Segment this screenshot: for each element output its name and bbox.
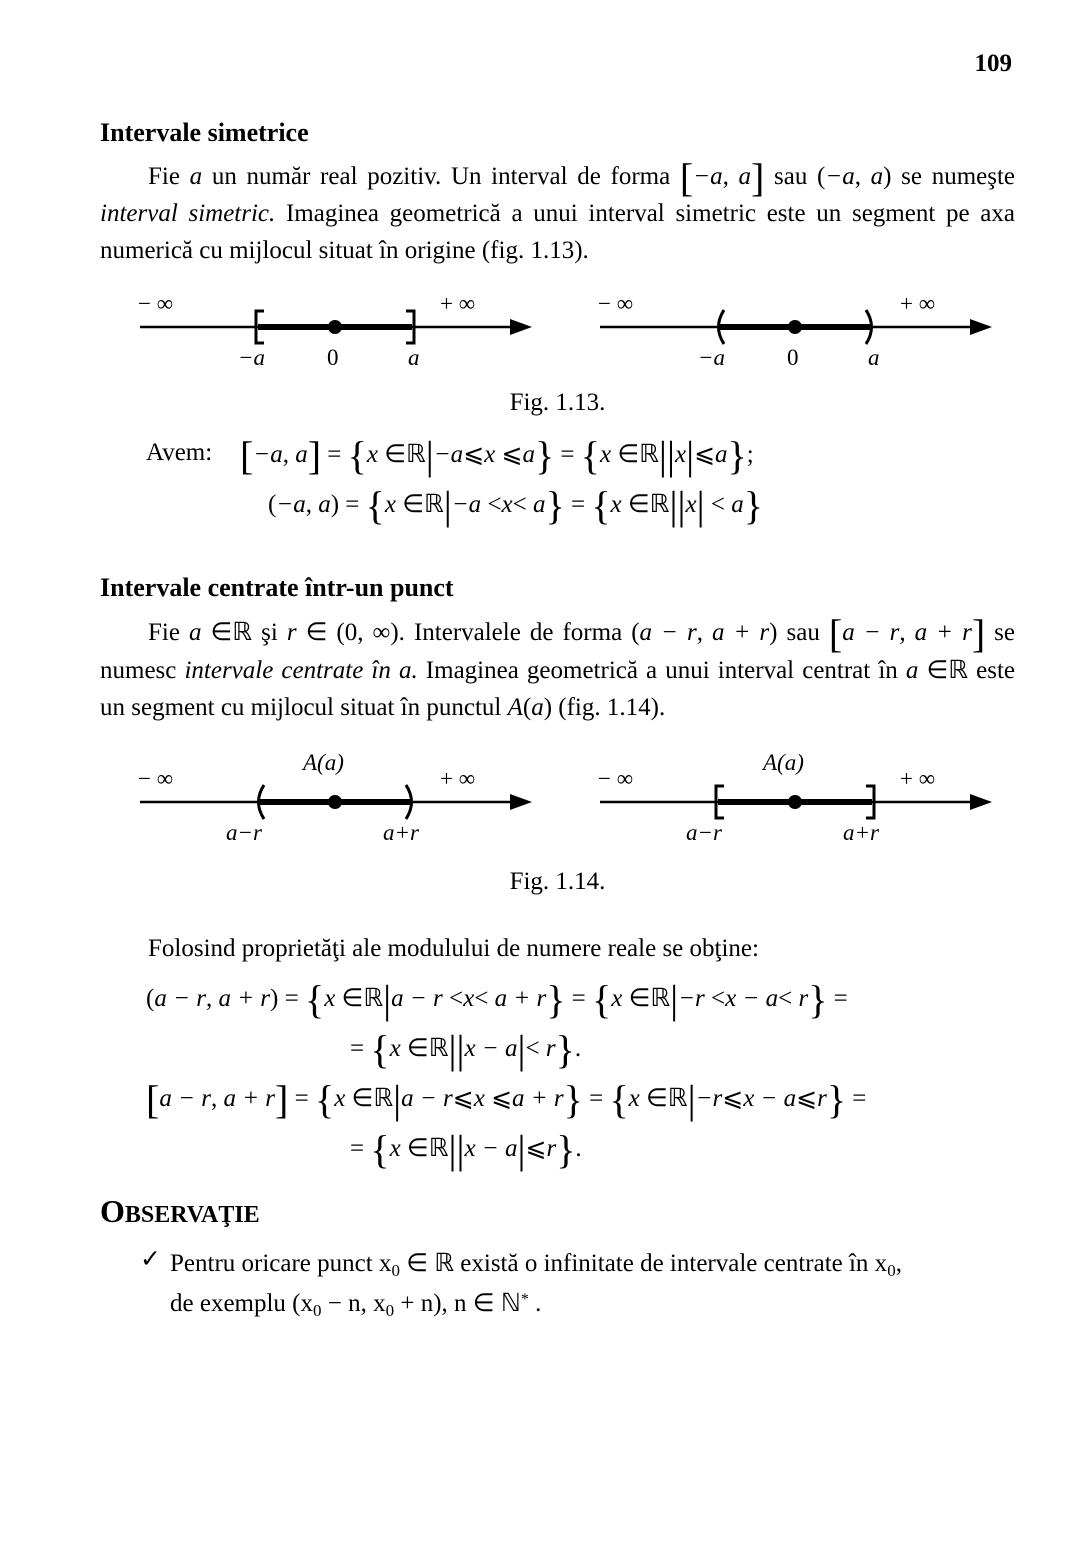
fig114-left-point-label: A(a) [303,750,344,775]
observatie-line2-part-c: + n), n ∈ ℕ [394,1290,521,1318]
equation-open-centered-cont: = {x ∈ℝ||x − a|< r}. [350,1027,582,1072]
fig114-right-label-a-minus-r: a−r [686,820,722,845]
fig114-left-axis [138,750,530,845]
figure-1-13-caption: Fig. 1.13. [509,389,606,416]
observatie-heading [100,1193,1015,1230]
fig113-left-label-a: a [408,345,420,370]
fig114-left-label-a-minus-r: a−r [226,820,262,845]
fig113-left-minus-infinity: − ∞ [138,291,174,316]
observatie-line2-part-b: − n, x [321,1290,386,1318]
fig113-left-axis [138,291,530,370]
checkmark-icon: ✓ [140,1246,161,1273]
figure-1-14 [100,752,1015,862]
observatie-line2-sup: * [520,1291,529,1309]
section-heading-intervale-simetrice: Intervale simetrice [100,118,309,147]
fig113-right-axis [598,291,990,370]
paragraph-intervale-centrate: Fie a ∈ℝ şi r ∈ (0, ∞). Intervalele de forma (a − r, a + r) sau [a − r, a + r] se numesc intervale centrate în a. Imaginea geometrică a unui interval centrat în a ∈ℝ este un segment cu mijlocul situat în punctul A(a) (fig. 1.14). [100,611,1016,721]
paragraph-folosind-proprietati: Folosind proprietăţi ale modulului de numere reale se obţine: [148,935,759,962]
equation-closed-symmetric: [−a, a] = {x ∈ℝ|−a⩽x ⩽a} = {x ∈ℝ||x|⩽a}; [240,433,754,478]
fig114-right-axis [598,750,990,845]
paragraph-intervale-simetrice: Fie a un număr real pozitiv. Un interval de forma [−a, a] sau (−a, a) se numeşte interval simetric. Imaginea geometrică a unui interval simetric este un segment pe axa numerică cu mijlocul situat în origine (fig. 1.13). [100,155,1016,264]
avem-block [100,433,1015,539]
fig113-left-label-zero: 0 [327,345,339,370]
fig113-right-label-zero: 0 [787,345,799,370]
fig113-right-plus-infinity: + ∞ [900,291,936,316]
equation-open-symmetric: (−a, a) = {x ∈ℝ|−a <x< a} = {x ∈ℝ||x| < a} [268,483,763,528]
observatie-line1-part-b: ∈ ℝ există o infinitate de intervale centrate în x [399,1250,888,1277]
section-heading-intervale-centrate: Intervale centrate într-un punct [100,573,454,602]
observatie-line1-part-c: , [895,1250,902,1277]
fig113-right-minus-infinity: − ∞ [598,291,634,316]
observatie-line1-sub1: 0 [391,1261,400,1280]
fig114-right-minus-infinity: − ∞ [598,766,634,791]
fig113-left-plus-infinity: + ∞ [440,291,476,316]
page-content [100,118,1015,1324]
fig113-right-label-minus-a: −a [698,345,726,370]
fig114-right-point-label: A(a) [763,750,804,775]
page-number: 109 [974,50,1012,77]
observatie-bullet-item [100,1244,1015,1324]
fig114-left-plus-infinity: + ∞ [440,766,476,791]
figure-1-14-caption: Fig. 1.14. [509,868,606,895]
observatie-line1-sub2: 0 [887,1261,896,1280]
equation-closed-centered-cont: = {x ∈ℝ||x − a|⩽r}. [350,1127,582,1172]
equation-open-centered: (a − r, a + r) = {x ∈ℝ|a − r <x< a + r} = {x ∈ℝ|−r <x − a< r} = [146,977,848,1022]
observatie-line1-part-a: Pentru oricare punct x [170,1250,392,1277]
observatie-line2-sub2: 0 [385,1301,395,1321]
observatie-heading-rest: BSERVAŢIE [124,1202,260,1228]
observatie-heading-initial: O [100,1193,125,1229]
fig113-left-label-minus-a: −a [238,345,266,370]
fig114-left-label-a-plus-r: a+r [383,820,419,845]
equation-closed-centered: [a − r, a + r] = {x ∈ℝ|a − r⩽x ⩽a + r} = {x ∈ℝ|−r⩽x − a⩽r} = [146,1077,867,1122]
observatie-bullet-text [170,1244,1015,1324]
fig114-right-plus-infinity: + ∞ [900,766,936,791]
avem-label: Avem: [146,439,213,466]
fig113-right-label-a: a [868,345,880,370]
fig114-left-minus-infinity: − ∞ [138,766,174,791]
figure-1-13 [100,287,1015,383]
observatie-line2-sub1: 0 [313,1301,322,1321]
fig114-right-label-a-plus-r: a+r [843,820,879,845]
observatie-line2-part-a: de exemplu (x [170,1290,314,1318]
observatie-line2-part-d: . [528,1290,542,1318]
